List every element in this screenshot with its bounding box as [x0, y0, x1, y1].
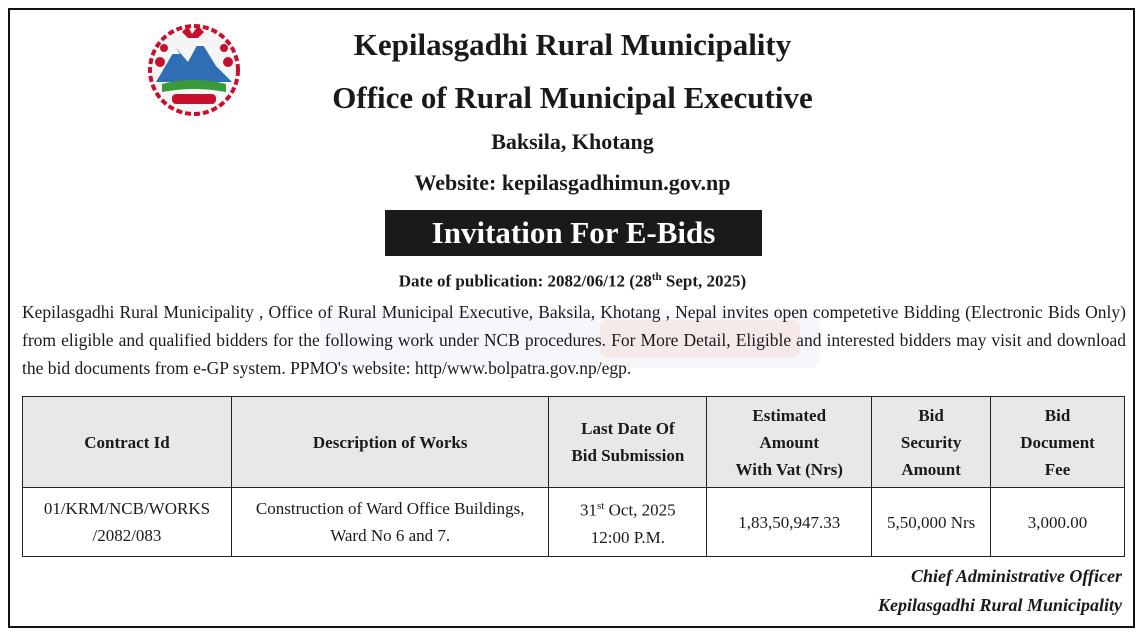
org-name: Kepilasgadhi Rural Municipality — [353, 27, 792, 62]
cell-security: 5,50,000 Nrs — [872, 488, 991, 557]
cell-amount: 1,83,50,947.33 — [707, 488, 872, 557]
signatory-org: Kepilasgadhi Rural Municipality — [877, 595, 1122, 615]
website: Website: kepilasgadhimun.gov.np — [414, 170, 731, 195]
header-contract-id: Contract Id — [23, 397, 232, 488]
address: Baksila, Khotang — [491, 129, 654, 154]
cell-description: Construction of Ward Office Buildings, Ward No 6 and 7. — [231, 488, 549, 557]
bids-table — [22, 396, 1125, 557]
cell-contract-id: 01/KRM/NCB/WORKS /2082/083 — [23, 488, 232, 557]
header-amount: Estimated Amount With Vat (Nrs) — [707, 397, 872, 488]
header-last-date: Last Date Of Bid Submission — [549, 397, 707, 488]
cell-fee: 3,000.00 — [991, 488, 1125, 557]
header-description: Description of Works — [231, 397, 549, 488]
signatory-title: Chief Administrative Officer — [911, 566, 1122, 586]
table-row — [23, 488, 1125, 557]
header-fee: Bid Document Fee — [991, 397, 1125, 488]
header-security: Bid Security Amount — [872, 397, 991, 488]
publication-date: Date of publication: 2082/06/12 (28th Sept, 2025) — [398, 271, 747, 291]
office-name: Office of Rural Municipal Executive — [332, 80, 813, 115]
notice-title: Invitation For E-Bids — [385, 210, 762, 256]
intro-paragraph: Kepilasgadhi Rural Municipality , Office of Rural Municipal Executive, Baksila, Khotang , Nepal invites open competetive Bidding (Electronic Bids Only) from eligible and qualified bidders for the following work under NCB procedures. For More Detail, Eligible and interested bidders may visit and download the bid documents from e-GP system. PPMO's website: http/www.bolpatra.gov.np/egp. — [22, 302, 1126, 378]
cell-last-date: 31st Oct, 2025 12:00 P.M. — [549, 488, 707, 557]
table-header-row — [23, 397, 1125, 488]
